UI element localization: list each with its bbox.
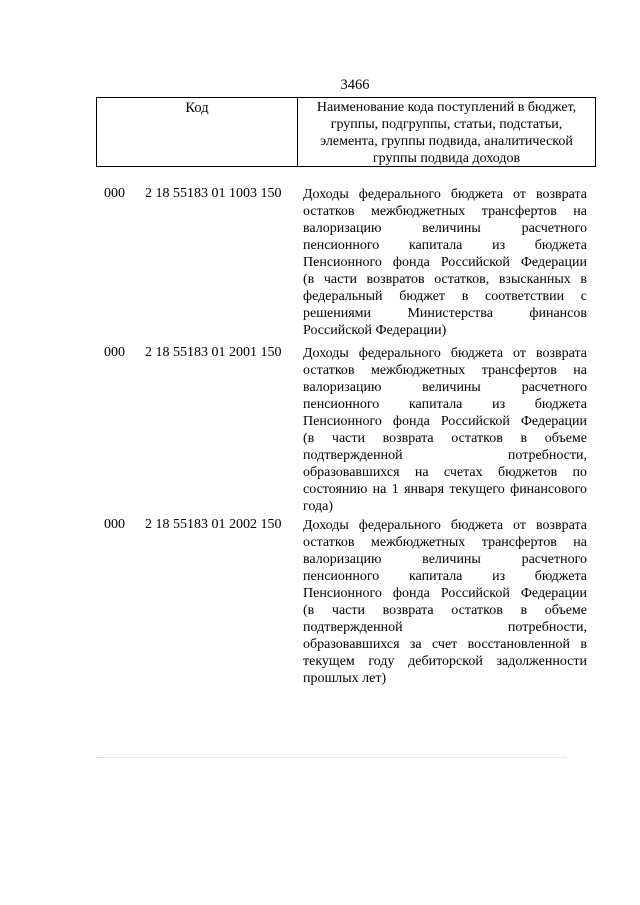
description-line: состоянию на 1 января текущего финансового bbox=[303, 482, 587, 497]
header-name-cell bbox=[298, 98, 595, 166]
description-line: валоризацию величины расчетного bbox=[303, 552, 587, 567]
description-line: Доходы федерального бюджета от возврата bbox=[303, 187, 587, 202]
header-name-line: элемента, группы подвида, аналитической bbox=[320, 134, 573, 149]
header-name-line: группы, подгруппы, статьи, подстатьи, bbox=[330, 117, 563, 132]
description-line: прошлых лет) bbox=[303, 671, 387, 686]
table-header bbox=[96, 97, 596, 167]
header-code-label: Код bbox=[185, 100, 209, 116]
description-line: Доходы федерального бюджета от возврата bbox=[303, 346, 587, 361]
header-name-line: группы подвида доходов bbox=[372, 151, 521, 166]
description-line: остатков межбюджетных трансфертов на bbox=[303, 535, 587, 550]
row-description bbox=[303, 345, 587, 515]
description-line: Пенсионного фонда Российской Федерации bbox=[303, 586, 587, 601]
scan-artifact-line bbox=[96, 757, 566, 758]
row-code: 2 18 55183 01 2001 150 bbox=[145, 345, 282, 360]
row-description bbox=[303, 186, 587, 339]
header-name-line: Наименование кода поступлений в бюджет, bbox=[316, 100, 577, 115]
description-line: федеральный бюджет в соответствии с bbox=[303, 289, 587, 304]
description-line: пенсионного капитала из бюджета bbox=[303, 397, 587, 412]
row-code: 2 18 55183 01 2002 150 bbox=[145, 517, 282, 532]
description-line: пенсионного капитала из бюджета bbox=[303, 238, 587, 253]
description-line: валоризацию величины расчетного bbox=[303, 380, 587, 395]
description-line: подтвержденной потребности, bbox=[303, 620, 587, 635]
description-line: (в части возвратов остатков, взысканных в bbox=[303, 272, 587, 287]
description-line: (в части возврата остатков в объеме bbox=[303, 603, 587, 618]
row-prefix: 000 bbox=[104, 186, 125, 201]
description-line: образовавшихся на счетах бюджетов по bbox=[303, 465, 587, 480]
description-line: остатков межбюджетных трансфертов на bbox=[303, 363, 587, 378]
description-line: образовавшихся за счет восстановленной в bbox=[303, 637, 587, 652]
page-number: 3466 bbox=[340, 77, 370, 93]
description-line: остатков межбюджетных трансфертов на bbox=[303, 204, 587, 219]
description-line: текущем году дебиторской задолженности bbox=[303, 654, 587, 669]
row-prefix: 000 bbox=[104, 345, 125, 360]
description-line: подтвержденной потребности, bbox=[303, 448, 587, 463]
row-code: 2 18 55183 01 1003 150 bbox=[145, 186, 282, 201]
description-line: Пенсионного фонда Российской Федерации bbox=[303, 414, 587, 429]
description-line: года) bbox=[303, 499, 333, 514]
description-line: Пенсионного фонда Российской Федерации bbox=[303, 255, 587, 270]
header-code-cell bbox=[97, 98, 298, 166]
description-line: Российской Федерации) bbox=[303, 323, 447, 338]
description-line: валоризацию величины расчетного bbox=[303, 221, 587, 236]
row-description bbox=[303, 517, 587, 687]
description-line: пенсионного капитала из бюджета bbox=[303, 569, 587, 584]
description-line: Доходы федерального бюджета от возврата bbox=[303, 518, 587, 533]
description-line: (в части возврата остатков в объеме bbox=[303, 431, 587, 446]
description-line: решениями Министерства финансов bbox=[303, 306, 587, 321]
row-prefix: 000 bbox=[104, 517, 125, 532]
